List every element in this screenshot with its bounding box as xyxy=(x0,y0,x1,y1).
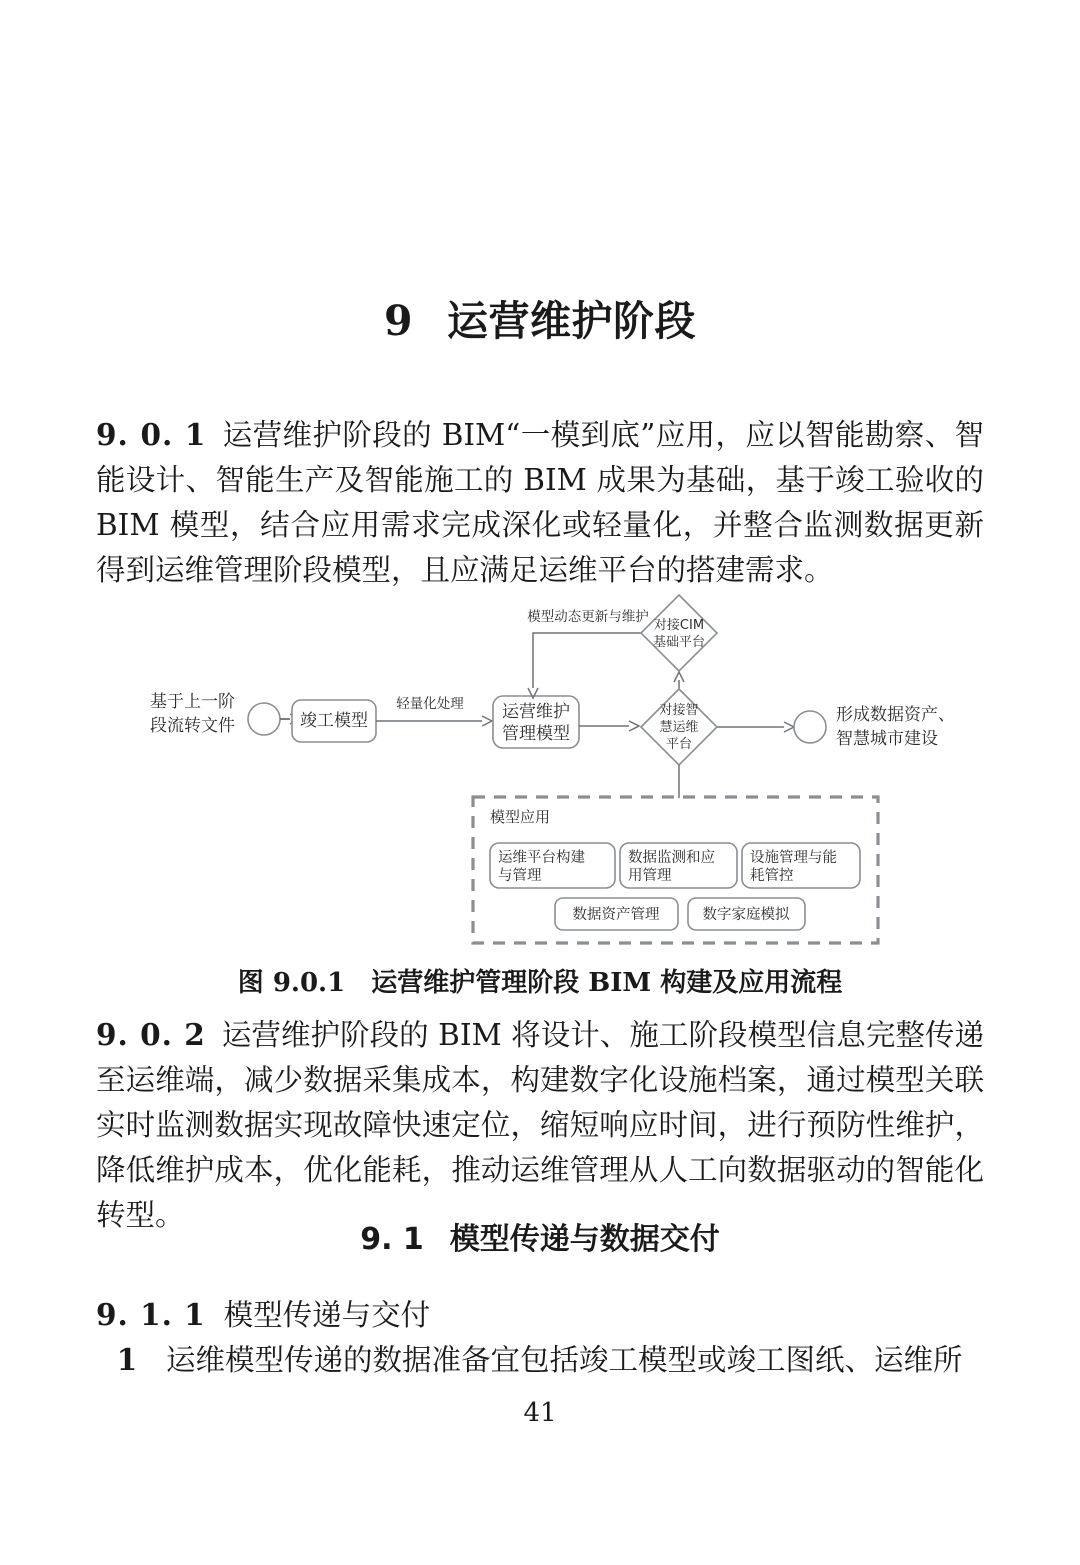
flow-node-completed-model-label: 竣工模型 xyxy=(300,711,368,731)
chapter-number: 9 xyxy=(383,297,414,345)
clause-9-0-1-text: 运营维护阶段的 BIM“一模到底”应用，应以智能勘察、智能设计、智能生产及智能施工的 BIM 成果为基础，基于竣工验收的 BIM 模型，结合应用需求完成深化或轻量化，并整合监测数据更新得到运维管理阶段模型，且应满足运维平台的搭建需求。 xyxy=(96,418,984,587)
clause-9-1-1-number: 9. 1. 1 xyxy=(96,1297,206,1332)
application-box-2 xyxy=(620,843,737,888)
flow-node-completed-model xyxy=(292,700,376,742)
section-heading-number: 9. 1 xyxy=(360,1222,424,1257)
flow-decision-smart-line2: 慧运维 xyxy=(659,720,699,735)
clause-9-0-2-text: 运营维护阶段的 BIM 将设计、施工阶段模型信息完整传递至运维端，减少数据采集成本，构建数字化设施档案，通过模型关联实时监测数据实现故障快速定位，缩短响应时间，进行预防性维护，降低维护成本，优化能耗，推动运维管理从人工向数据驱动的智能化转型。 xyxy=(96,1018,984,1232)
application-box-4-label: 数据资产管理 xyxy=(572,907,660,923)
figure-9-0-1 xyxy=(96,590,984,960)
application-box-4 xyxy=(555,898,678,930)
figure-caption-prefix: 图 xyxy=(237,968,264,998)
section-heading-9-1 xyxy=(96,1214,984,1258)
flow-start-label xyxy=(150,692,235,736)
list-item-1-text: 运维模型传递的数据准备宜包括竣工模型或竣工图纸、运维所 xyxy=(166,1343,963,1377)
flow-start-circle xyxy=(248,703,280,735)
flow-decision-smart-om xyxy=(641,689,717,765)
application-box-1-line1: 运维平台构建 xyxy=(498,850,585,866)
application-box-3 xyxy=(742,843,860,888)
figure-caption-title: 运营维护管理阶段 BIM 构建及应用流程 xyxy=(371,968,843,998)
flow-end-label-line2: 智慧城市建设 xyxy=(836,729,938,749)
figure-caption-number: 9.0.1 xyxy=(272,968,346,998)
flow-start-label-line1: 基于上一阶 xyxy=(150,692,235,712)
list-item-1 xyxy=(96,1337,984,1383)
application-box-3-line1: 设施管理与能 xyxy=(750,850,837,866)
flow-end-label-line1: 形成数据资产、 xyxy=(836,705,955,725)
flow-end-circle xyxy=(794,711,826,743)
clause-9-1-1 xyxy=(96,1292,984,1338)
flow-decision-cim-line1: 对接CIM xyxy=(653,618,705,633)
clause-9-0-2 xyxy=(96,1012,984,1238)
flow-edge-dynamic-update xyxy=(527,608,649,698)
flow-decision-cim-line2: 基础平台 xyxy=(652,635,706,650)
flow-decision-cim xyxy=(641,595,717,671)
figure-caption xyxy=(96,962,984,999)
flow-start-label-line2: 段流转文件 xyxy=(150,716,235,736)
application-box-1-line2: 与管理 xyxy=(498,868,542,884)
page-number: 41 xyxy=(523,1398,557,1428)
application-box-5 xyxy=(688,898,805,930)
clause-9-1-1-title: 模型传递与交付 xyxy=(223,1298,431,1332)
flow-edge-dynamic-update-label: 模型动态更新与维护 xyxy=(527,609,649,625)
flow-node-om-model-line2: 管理模型 xyxy=(502,724,570,744)
list-item-1-number: 1 xyxy=(116,1342,138,1377)
flow-decision-smart-line1: 对接智 xyxy=(659,703,699,718)
flow-end-label xyxy=(836,705,955,749)
flow-edge-smart-to-cim xyxy=(674,672,684,690)
application-box-2-line1: 数据监测和应 xyxy=(628,850,715,866)
chapter-title: 运营维护阶段 xyxy=(447,297,697,345)
flow-decision-smart-line3: 平台 xyxy=(665,737,693,752)
section-heading-title: 模型传递与数据交付 xyxy=(449,1222,720,1257)
clause-9-0-1-number: 9. 0. 1 xyxy=(96,417,207,452)
flow-edge-om-to-smart xyxy=(579,721,639,731)
application-box-2-line2: 用管理 xyxy=(628,868,672,884)
clause-9-0-1 xyxy=(96,412,984,593)
clause-9-0-2-number: 9. 0. 2 xyxy=(96,1017,206,1052)
application-box-3-line2: 耗管控 xyxy=(750,868,794,884)
flow-node-om-model-line1: 运营维护 xyxy=(502,702,570,722)
application-box-5-label: 数字家庭模拟 xyxy=(702,907,790,923)
chapter-heading xyxy=(96,288,984,347)
flow-node-om-model xyxy=(493,696,579,748)
flow-edge-lightweight xyxy=(376,695,492,726)
flow-edge-lightweight-label: 轻量化处理 xyxy=(396,696,464,712)
applications-group-title: 模型应用 xyxy=(490,808,551,826)
application-box-1 xyxy=(490,843,615,888)
flow-edge-smart-to-end xyxy=(717,722,794,732)
